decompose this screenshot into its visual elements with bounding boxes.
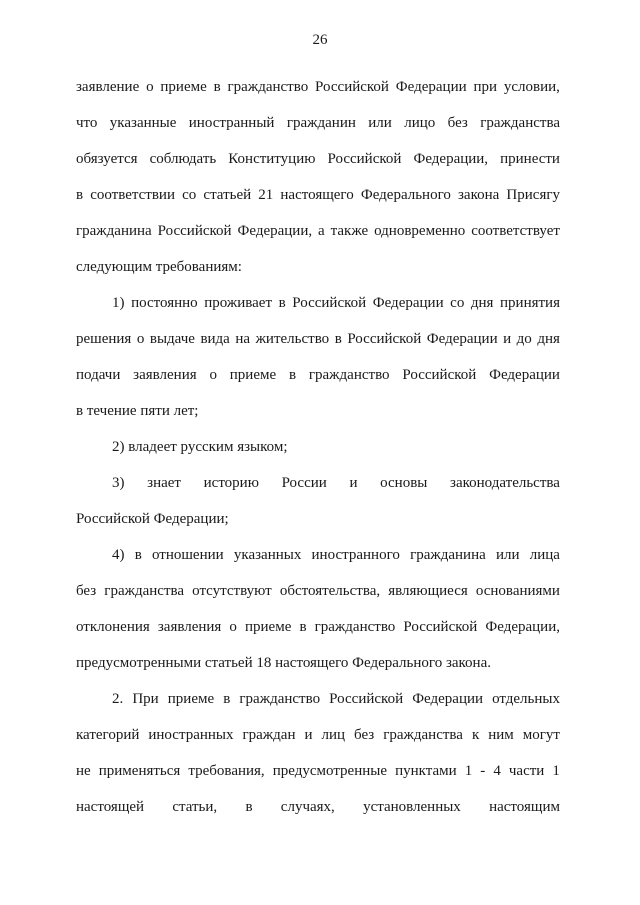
word: в: [245, 799, 253, 815]
word: жительство: [255, 331, 330, 347]
word: о: [229, 619, 237, 635]
word: Российской: [347, 331, 422, 347]
word: принятия: [500, 295, 560, 311]
word: лицо: [404, 115, 436, 131]
word: граждан: [242, 727, 296, 743]
word: приеме: [167, 691, 215, 707]
word: заявления: [157, 619, 222, 635]
text-line: в течение пяти лет;: [76, 403, 199, 419]
word: Федерации: [372, 295, 444, 311]
text-line: [76, 761, 560, 781]
text-line: [76, 617, 560, 637]
word: настоящей: [76, 799, 145, 815]
text-line: [76, 725, 560, 745]
word: историю: [203, 475, 259, 491]
word: гражданина: [410, 547, 486, 563]
word: о: [209, 367, 217, 383]
word: постоянно: [131, 295, 198, 311]
word: гражданство: [239, 691, 321, 707]
word: при: [473, 79, 498, 95]
word: 1: [464, 763, 473, 779]
list-item-line: 2) владеет русским языком;: [112, 439, 288, 455]
word: проживает: [204, 295, 273, 311]
word: в: [213, 79, 221, 95]
word: Федерации,: [413, 151, 489, 167]
word: обязуется: [76, 151, 138, 167]
word: предусмотренные: [272, 763, 388, 779]
word: решения: [76, 331, 132, 347]
word: -: [480, 763, 486, 779]
word: основаниями: [475, 583, 560, 599]
text-line: [76, 149, 560, 169]
word: со: [450, 295, 465, 311]
word: Федерального: [360, 187, 451, 203]
word: гражданство: [308, 367, 390, 383]
word: Российской: [292, 295, 367, 311]
word: Федерации: [412, 691, 484, 707]
word: лица: [529, 547, 560, 563]
word: Присягу: [506, 187, 560, 203]
word: Федерации,: [237, 223, 313, 239]
word: части: [508, 763, 545, 779]
word: Российской: [402, 367, 477, 383]
word: 3): [112, 475, 125, 491]
word: в: [134, 547, 142, 563]
word: к: [471, 727, 480, 743]
list-item-line: [112, 473, 560, 493]
text-line: [76, 113, 560, 133]
word: Федерации: [395, 79, 467, 95]
word: выдаче: [149, 331, 195, 347]
word: Российской: [315, 79, 389, 95]
word: указанные: [109, 115, 177, 131]
word: до: [516, 331, 532, 347]
list-item-line: [112, 545, 560, 565]
word: или: [368, 115, 392, 131]
word: иностранный: [188, 115, 275, 131]
word: со: [182, 187, 197, 203]
word: отдельных: [492, 691, 560, 707]
word: могут: [522, 727, 560, 743]
word: или: [495, 547, 520, 563]
word: не: [76, 763, 91, 779]
word: подачи: [76, 367, 121, 383]
text-line: предусмотренными статьей 18 настоящего Федерального закона.: [76, 655, 491, 671]
word: и: [503, 331, 512, 347]
word: России: [281, 475, 327, 491]
text-line: следующим требованиям:: [76, 259, 242, 275]
word: в: [223, 691, 231, 707]
text-line: [76, 221, 560, 241]
word: иностранных: [148, 727, 234, 743]
word: без: [447, 115, 468, 131]
word: условии,: [503, 79, 560, 95]
word: и: [349, 475, 358, 491]
word: лиц: [321, 727, 346, 743]
word: Конституцию: [228, 151, 316, 167]
word: отклонения: [76, 619, 150, 635]
word: знает: [147, 475, 181, 491]
text-line: [76, 581, 560, 601]
word: на: [235, 331, 251, 347]
word: законодательства: [450, 475, 560, 491]
word: 4: [493, 763, 501, 779]
text-line: Российской Федерации;: [76, 511, 229, 527]
word: требования,: [188, 763, 265, 779]
word: 21: [258, 187, 274, 203]
word: применяться: [98, 763, 181, 779]
word: Российской: [403, 619, 478, 635]
word: соответствии: [90, 187, 175, 203]
word: Российской: [157, 223, 232, 239]
word: категорий: [76, 727, 140, 743]
word: гражданство: [314, 619, 396, 635]
word: в: [278, 295, 286, 311]
text-line: [76, 329, 560, 349]
word: иностранного: [311, 547, 400, 563]
word: также: [330, 223, 369, 239]
word: настоящего: [280, 187, 354, 203]
word: гражданства: [104, 583, 185, 599]
word: что: [76, 115, 98, 131]
word: 1): [112, 295, 125, 311]
word: приеме: [160, 79, 207, 95]
word: статьи,: [172, 799, 218, 815]
text-line: [76, 77, 560, 97]
word: вида: [200, 331, 230, 347]
word: приеме: [229, 367, 277, 383]
word: настоящим: [489, 799, 560, 815]
word: без: [76, 583, 97, 599]
word: являющиеся: [388, 583, 468, 599]
word: в: [76, 187, 84, 203]
word: случаях,: [280, 799, 335, 815]
word: приеме: [244, 619, 292, 635]
word: гражданина: [76, 223, 152, 239]
word: статьей: [203, 187, 252, 203]
word: дня: [537, 331, 560, 347]
word: гражданства: [383, 727, 463, 743]
word: гражданства: [480, 115, 560, 131]
word: и: [304, 727, 313, 743]
word: основы: [380, 475, 428, 491]
word: Российской: [329, 691, 404, 707]
word: в: [334, 331, 342, 347]
text-line: [76, 365, 560, 385]
word: указанных: [233, 547, 302, 563]
word: Российской: [327, 151, 402, 167]
word: ним: [488, 727, 514, 743]
text-line: [76, 185, 560, 205]
text-line: [76, 797, 560, 817]
word: При: [132, 691, 159, 707]
word: гражданство: [227, 79, 309, 95]
word: в: [288, 367, 297, 383]
word: принести: [500, 151, 560, 167]
word: Федерации: [489, 367, 560, 383]
page-number: 26: [312, 32, 328, 48]
word: а: [318, 223, 325, 239]
word: о: [146, 79, 154, 95]
paragraph-line: [112, 689, 560, 709]
word: установленных: [363, 799, 461, 815]
word: обстоятельства,: [279, 583, 381, 599]
word: пунктами: [395, 763, 457, 779]
word: о: [136, 331, 145, 347]
word: отсутствуют: [192, 583, 272, 599]
word: отношении: [152, 547, 224, 563]
word: Федерации: [426, 331, 498, 347]
word: одновременно: [374, 223, 466, 239]
word: дня: [470, 295, 494, 311]
word: без: [354, 727, 375, 743]
list-item-line: [112, 293, 560, 313]
word: заявление: [76, 79, 140, 95]
word: 2.: [112, 691, 124, 707]
word: Федерации,: [485, 619, 560, 635]
word: гражданин: [286, 115, 356, 131]
word: соответствует: [471, 223, 560, 239]
word: соблюдать: [149, 151, 217, 167]
word: 1: [552, 763, 560, 779]
word: заявления: [133, 367, 197, 383]
word: в: [299, 619, 307, 635]
word: закона: [458, 187, 500, 203]
word: 4): [112, 547, 125, 563]
